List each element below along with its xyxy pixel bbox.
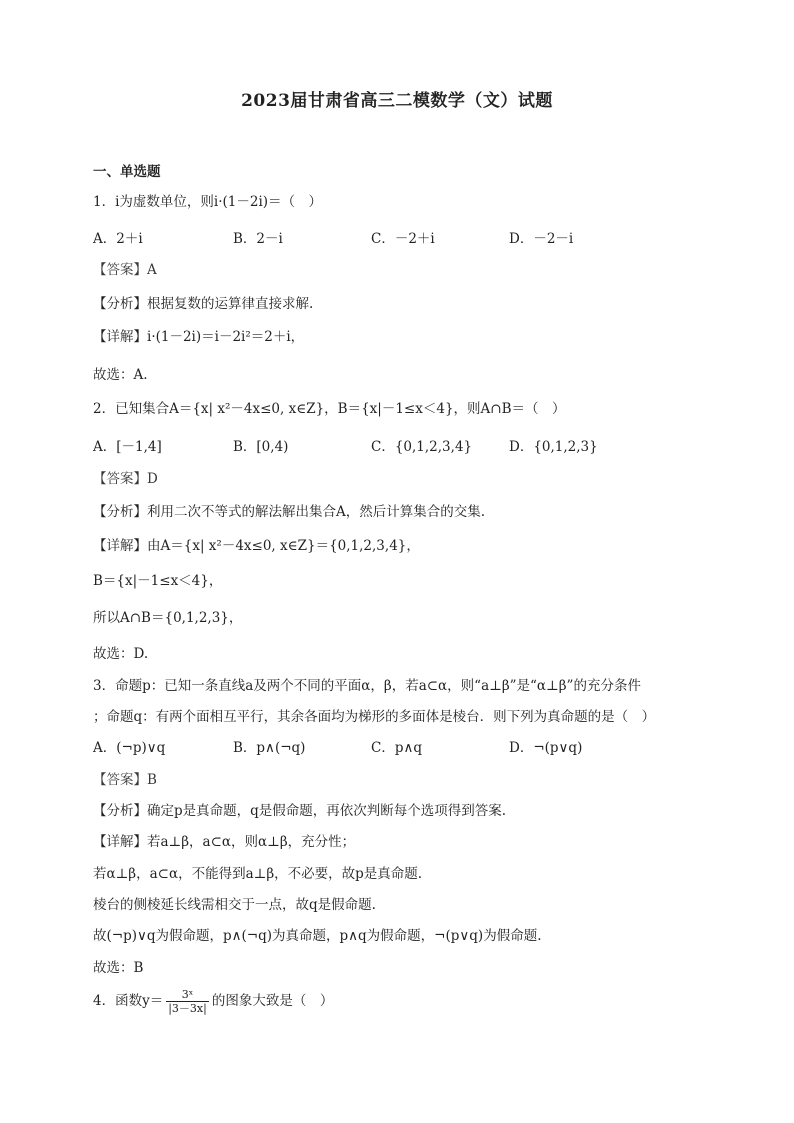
question-3-stem: 3．命题p：已知一条直线a及两个不同的平面α，β，若a⊂α，则“a⊥β”是“α⊥β”的充分条件 (93, 678, 641, 694)
detail-text: 【详解】若a⊥β，a⊂α，则α⊥β，充分性； (93, 834, 356, 850)
option-b: B．2－i (233, 231, 283, 247)
question-1-stem: 1．i为虚数单位，则i·(1－2i)＝（ ） (93, 194, 323, 210)
question-4-prefix: 4．函数y＝ (93, 993, 164, 1009)
detail-text: 【详解】i·(1－2i)＝i－2i²＝2＋i， (93, 329, 305, 345)
option-b: B．p∧(¬q) (233, 740, 306, 756)
answer-label: 【答案】D (93, 471, 158, 487)
answer-label: 【答案】A (93, 262, 157, 278)
choose-text: 故选：D. (93, 646, 149, 662)
question-2-options (93, 438, 713, 456)
answer-label: 【答案】B (93, 772, 157, 788)
detail-text: 棱台的侧棱延长线需相交于一点，故q是假命题. (93, 897, 376, 913)
option-c: C．p∧q (371, 740, 422, 756)
choose-text: 故选：B (93, 960, 144, 976)
option-c: C．－2＋i (371, 231, 435, 247)
question-3-stem-cont: ；命题q：有两个面相互平行，其余各面均为梯形的多面体是棱台．则下列为真命题的是（ ） (93, 709, 656, 725)
option-d: D．¬(p∨q) (509, 740, 583, 756)
fraction-numerator: 3ˣ (181, 988, 194, 1001)
section-heading: 一、单选题 (93, 164, 161, 180)
analysis-text: 【分析】利用二次不等式的解法解出集合A，然后计算集合的交集. (93, 504, 486, 520)
detail-text: 若α⊥β，a⊂α，不能得到a⊥β，不必要，故p是真命题. (93, 866, 423, 882)
question-3-options (93, 739, 713, 757)
option-a: A．(¬p)∨q (93, 740, 166, 756)
question-4-stem (93, 988, 333, 1015)
fraction-denominator: |3－3x| (168, 1002, 207, 1015)
page-title: 2023届甘肃省高三二模数学（文）试题 (241, 91, 553, 111)
question-2-stem: 2．已知集合A＝{x| x²－4x≤0, x∈Z}，B＝{x|－1≤x＜4}，则A∩B＝（ ） (93, 401, 566, 417)
option-d: D．{0,1,2,3} (509, 439, 598, 455)
option-a: A．[－1,4] (93, 439, 162, 455)
detail-text: 【详解】由A＝{x| x²－4x≤0, x∈Z}＝{0,1,2,3,4}， (93, 538, 420, 554)
detail-text: 所以A∩B＝{0,1,2,3}， (93, 610, 243, 626)
choose-text: 故选：A. (93, 367, 148, 383)
question-4-suffix: 的图象大致是（ ） (211, 993, 334, 1009)
option-c: C．{0,1,2,3,4} (371, 439, 473, 455)
option-d: D．－2－i (509, 231, 574, 247)
fraction (166, 988, 209, 1015)
analysis-text: 【分析】确定p是真命题，q是假命题，再依次判断每个选项得到答案. (93, 803, 507, 819)
option-b: B．[0,4) (233, 439, 289, 455)
option-a: A．2＋i (93, 231, 143, 247)
detail-text: B＝{x|－1≤x＜4}， (93, 573, 223, 589)
analysis-text: 【分析】根据复数的运算律直接求解. (93, 296, 314, 312)
question-1-options (93, 230, 713, 248)
detail-text: 故(¬p)∨q为假命题，p∧(¬q)为真命题，p∧q为假命题，¬(p∨q)为假命题. (93, 928, 542, 944)
